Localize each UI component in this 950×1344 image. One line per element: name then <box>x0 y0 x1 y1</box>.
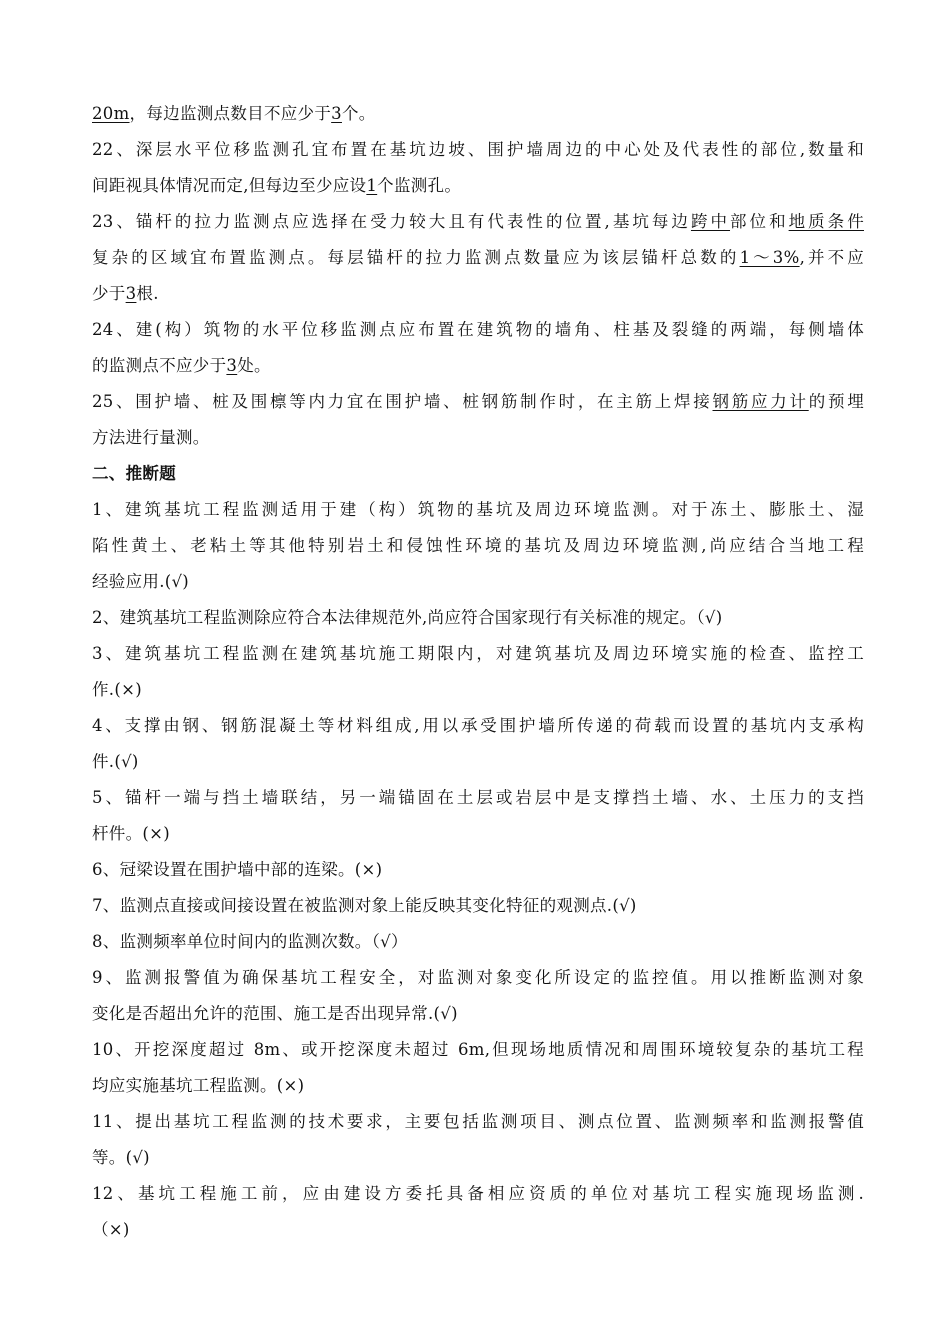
judgment-2-line-1: 2、建筑基坑工程监测除应符合本法律规范外,尚应符合国家现行有关标准的规定。（√) <box>92 608 723 627</box>
judgment-5-line-1: 5、锚杆一端与挡土墙联结，另一端锚固在土层或岩层中是支撑挡土墙、水、土压力的支挡 <box>92 788 864 807</box>
fill-item-25-line-2: 方法进行量测。 <box>92 428 210 447</box>
judgment-3-line-2: 作.(×) <box>92 680 142 699</box>
fill-item-23-line-2 <box>92 240 864 276</box>
text-run: 少于 <box>92 284 126 303</box>
fill-item-25-line-1 <box>92 384 864 420</box>
blank-answer: 20m <box>92 104 130 123</box>
judgment-8-line-1: 8、监测频率单位时间内的监测次数。（√） <box>92 932 408 951</box>
text-run: ，每边监测点数目不应少于 <box>129 104 332 123</box>
text-run: 23、锚杆的拉力监测点应选择在受力较大且有代表性的位置,基坑每边 <box>92 212 691 231</box>
blank-answer: 地质条件 <box>788 212 864 231</box>
blank-answer: 3 <box>125 284 137 303</box>
blank-answer: 跨中 <box>690 212 731 231</box>
text-run: 复杂的区域宜布置监测点。每层锚杆的拉力监测点数量应为该层锚杆总数的 <box>92 248 740 267</box>
text-run: 根. <box>136 284 159 303</box>
judgment-3-line-1: 3、建筑基坑工程监测在建筑基坑施工期限内，对建筑基坑及周边环境实施的检查、监控工 <box>92 644 864 663</box>
fill-item-24-line-2 <box>92 348 864 384</box>
judgment-4-line-1: 4、支撑由钢、钢筋混凝土等材料组成,用以承受围护墙所传递的荷载而设置的基坑内支承构 <box>92 716 864 735</box>
fill-item-24-line-1: 24、建(构）筑物的水平位移监测点应布置在建筑物的墙角、柱基及裂缝的两端，每侧墙体 <box>92 320 864 339</box>
blank-answer: 1 <box>366 176 378 195</box>
text-run: 25、围护墙、桩及围檩等内力宜在围护墙、桩钢筋制作时，在主筋上焊接 <box>92 392 713 411</box>
fill-item-22-line-2 <box>92 168 864 204</box>
judgment-10-line-1: 10、开挖深度超过 8m、或开挖深度未超过 6m,但现场地质情况和周围环境较复杂的基坑工程 <box>92 1040 864 1059</box>
judgment-9-line-2: 变化是否超出允许的范围、施工是否出现异常.(√) <box>92 1004 458 1023</box>
judgment-12-line-1: 12、基坑工程施工前，应由建设方委托具备相应资质的单位对基坑工程实施现场监测. <box>92 1184 864 1203</box>
document-body <box>92 96 864 1248</box>
blank-answer: 1～3% <box>739 248 800 267</box>
judgment-10-line-2: 均应实施基坑工程监测。(×) <box>92 1076 305 1095</box>
judgment-1-line-3: 经验应用.(√) <box>92 572 190 591</box>
fill-item-22-line-1: 22、深层水平位移监测孔宜布置在基坑边坡、围护墙周边的中心处及代表性的部位,数量和 <box>92 140 864 159</box>
judgment-12-line-2: （×) <box>92 1220 130 1239</box>
text-run: ,并不应 <box>799 248 865 267</box>
text-run: 个监测孔。 <box>377 176 462 195</box>
blank-answer: 3 <box>331 104 342 123</box>
text-run: 处。 <box>237 356 271 375</box>
judgment-5-line-2: 杆件。(×) <box>92 824 170 843</box>
text-run: 部位和 <box>730 212 789 231</box>
judgment-11-line-2: 等。(√) <box>92 1148 150 1167</box>
judgment-7-line-1: 7、监测点直接或间接设置在被监测对象上能反映其变化特征的观测点.(√) <box>92 896 637 915</box>
judgment-11-line-1: 11、提出基坑工程监测的技术要求，主要包括监测项目、测点位置、监测频率和监测报警值 <box>92 1112 864 1131</box>
judgment-4-line-2: 件.(√) <box>92 752 139 771</box>
fill-item-23-line-1 <box>92 204 864 240</box>
judgment-6-line-1: 6、冠梁设置在围护墙中部的连梁。(×) <box>92 860 383 879</box>
blank-answer: 钢筋应力计 <box>712 392 809 411</box>
judgment-1-line-1: 1、建筑基坑工程监测适用于建（构）筑物的基坑及周边环境监测。对于冻土、膨胀土、湿 <box>92 500 864 519</box>
text-run: 个。 <box>341 104 376 123</box>
text-run: 的预埋 <box>808 392 865 411</box>
fill-item-21-line <box>92 96 864 132</box>
blank-answer: 3 <box>226 356 238 375</box>
text-run: 的监测点不应少于 <box>92 356 227 375</box>
judgment-9-line-1: 9、监测报警值为确保基坑工程安全，对监测对象变化所设定的监控值。用以推断监测对象 <box>92 968 864 987</box>
section-heading: 二、推断题 <box>92 464 176 483</box>
fill-item-23-line-3 <box>92 276 864 312</box>
text-run: 间距视具体情况而定,但每边至少应设 <box>92 176 367 195</box>
judgment-1-line-2: 陷性黄土、老粘土等其他特别岩土和侵蚀性环境的基坑及周边环境监测,尚应结合当地工程 <box>92 536 864 555</box>
